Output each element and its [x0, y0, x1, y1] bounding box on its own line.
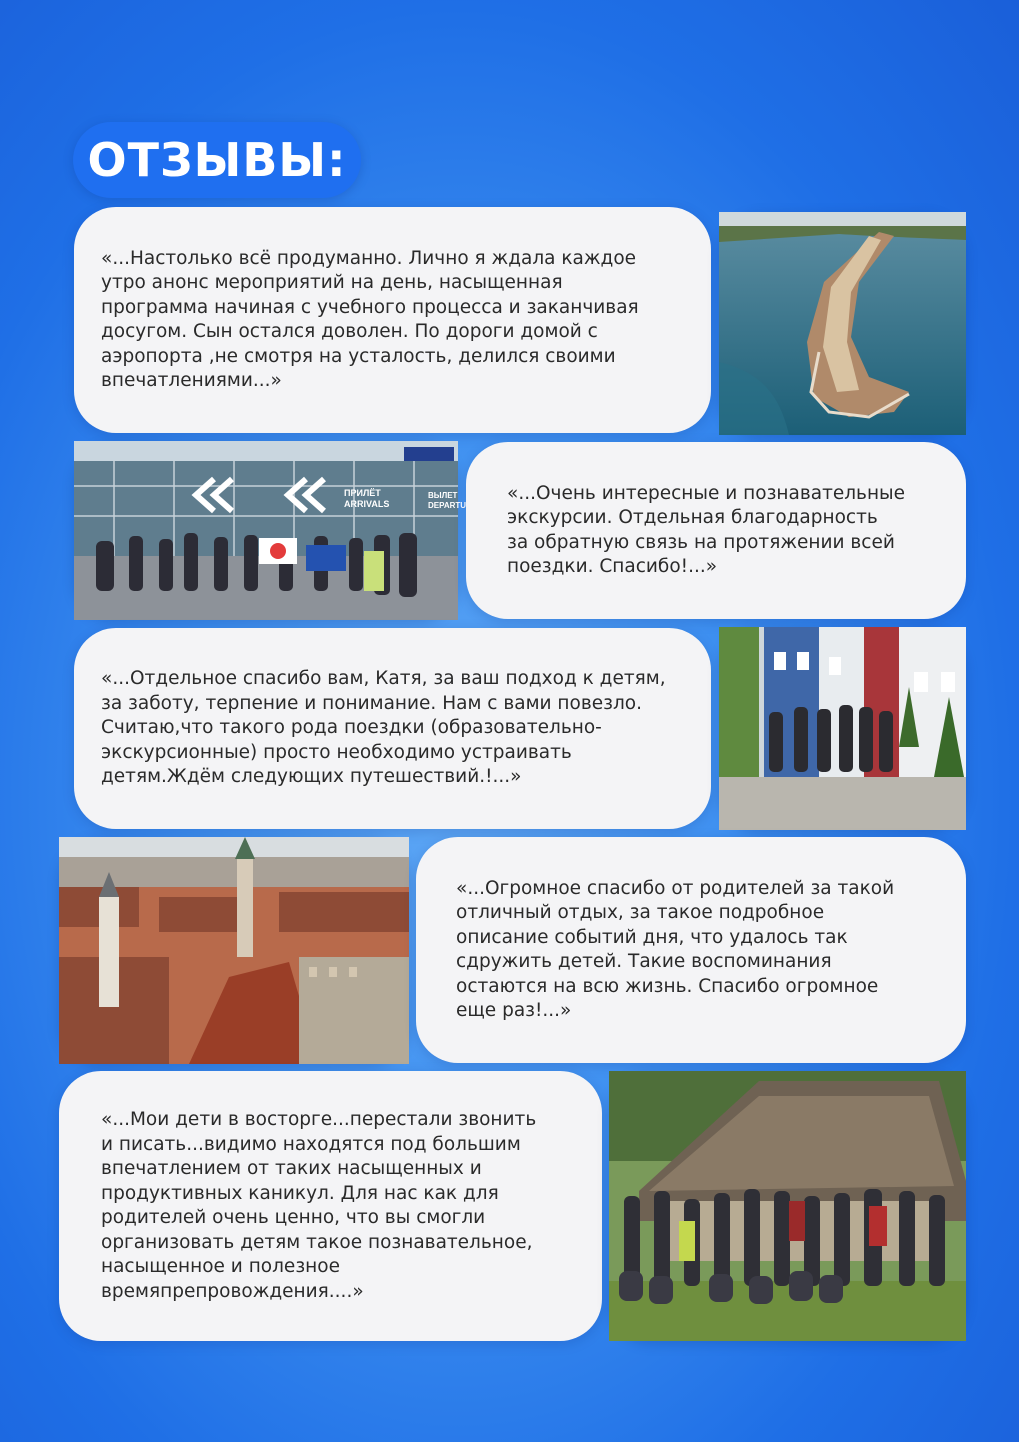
pier-photo [719, 212, 966, 435]
review-text-3: «...Отдельное спасибо вам, Катя, за ваш подход к детям, за заботу, терпение и понимание. Нам с вами повезло. Считаю,что такого рода поездки (образовательно- экскурсионные) просто необходимо устраивать детям.Ждём следующих путешествий.!...» [101, 668, 666, 788]
arrivals-sign: ПРИЛЁТ ARRIVALS [344, 488, 390, 509]
review-card-5 [59, 1071, 602, 1341]
page-title-badge [73, 122, 361, 198]
review-text-4: «...Огромное спасибо от родителей за такой отличный отдых, за такое подробное описание событий дня, что удалось так сдружить детей. Такие воспоминания остаются на всю жизнь. Спасибо огромное еще раз!...» [456, 877, 895, 1021]
page-title: ОТЗЫВЫ: [87, 133, 347, 187]
review-text-1: «...Настолько всё продуманно. Лично я ждала каждое утро анонс мероприятий на день, насыщенная программа начиная с учебного процесса и заканчивая досугом. Сын остался доволен. По дороги домой с аэропорта ,не смотря на усталость, делился своими впечатлениями...» [101, 247, 639, 391]
departures-sign: ВЫЛЕТ DEPARTU [428, 491, 467, 510]
review-card-4 [416, 837, 966, 1063]
review-card-3 [74, 628, 711, 829]
review-text-5: «...Мои дети в восторге...перестали звонить и писать...видимо находятся под большим впечатлением от таких насыщенных и продуктивных каникул. Для нас как для родителей очень ценно, что вы смогли организовать детям такое познавательное, насыщенное и полезное времяпрепровождения....» [101, 1109, 537, 1302]
houses-group-photo [719, 627, 966, 830]
village-group-photo [609, 1071, 966, 1341]
airport-group-photo [74, 441, 467, 620]
review-text-2: «...Очень интересные и познавательные экскурсии. Отдельная благодарность за обратную связь на протяжении всей поездки. Спасибо!...» [507, 482, 906, 577]
review-card-1 [74, 207, 711, 433]
city-panorama-photo [59, 837, 409, 1064]
review-card-2 [466, 442, 966, 619]
